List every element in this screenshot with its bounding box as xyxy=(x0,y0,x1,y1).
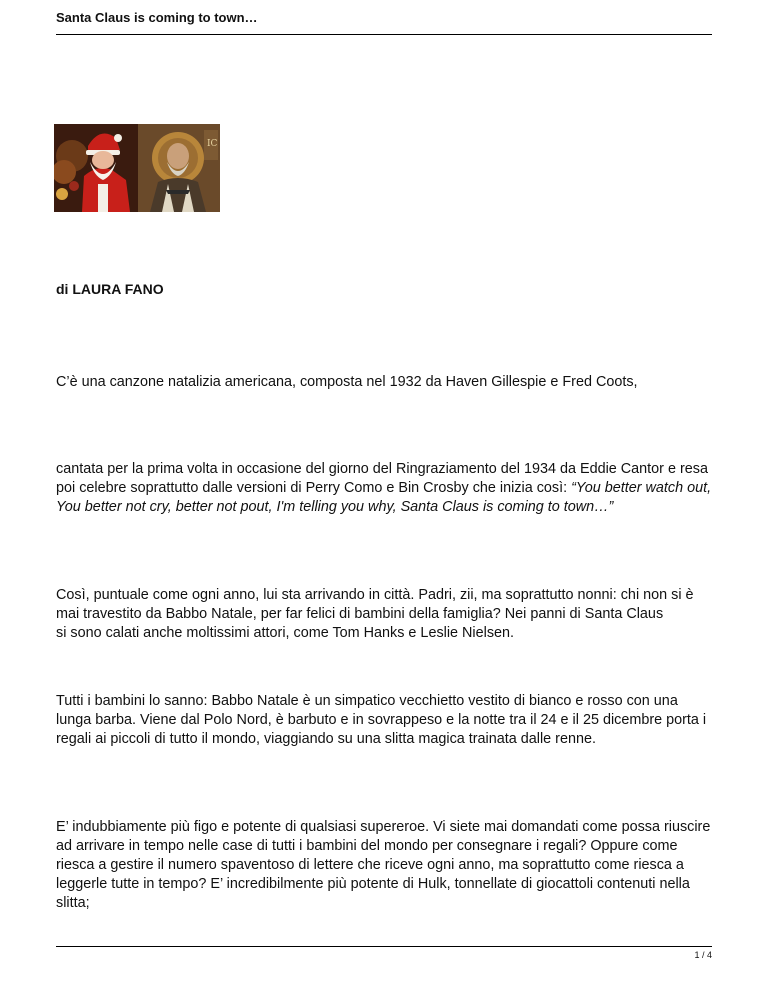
svg-text:IC: IC xyxy=(207,139,218,149)
paragraph-2-text: cantata per la prima volta in occasione del giorno del Ringraziamento del 1934 da Eddie Cantor e resa poi celebre soprattutto dalle versioni di Perry Como e Bin Crosby che inizia così: xyxy=(56,461,708,496)
santa-and-saint-nicholas-image xyxy=(54,124,220,212)
page-header-title: Santa Claus is coming to town… xyxy=(56,10,258,25)
paragraph-4: Tutti i bambini lo sanno: Babbo Natale è un simpatico vecchietto vestito di bianco e rosso con una lunga barba. Viene dal Polo Nord, è barbuto e in sovrappeso e la notte tra il 24 e il 25 dicembre porta i regali ai piccoli di tutto il mondo, viaggiando su una slitta magica trainata dalle renne. xyxy=(56,693,707,747)
paragraph-5: E’ indubbiamente più figo e potente di qualsiasi supereroe. Vi siete mai domandati come possa riuscire ad arrivare in tempo nelle case di tutti i bambini del mondo per consegnare i regali? Oppure come riesca a gestire il numero spaventoso di lettere che riceve ogni anno, ma soprattutto come riesca a leggerle tutte in tempo? E’ incredibilmente più potente di Hulk, tonnellate di giocattoli contenuti nella slitta; xyxy=(56,819,711,911)
paragraph-3-line-2: si sono calati anche moltissimi attori, come Tom Hanks e Leslie Nielsen. xyxy=(56,625,515,641)
paragraph-1: C’è una canzone natalizia americana, composta nel 1932 da Haven Gillespie e Fred Coots, xyxy=(56,374,638,390)
paragraph-3-line-1: Così, puntuale come ogni anno, lui sta arrivando in città. Padri, zii, ma soprattutto nonni: chi non si è mai travestito da Babbo Natale, per far felici di bambini della famiglia? Nei panni di Santa Claus xyxy=(56,587,694,622)
song-quote: “You better watch out, You better not cry, better not pout, I'm telling you why, Santa Claus is coming to town…” xyxy=(56,480,712,515)
paragraph-3 xyxy=(56,586,712,643)
author-byline: di LAURA FANO xyxy=(56,281,164,297)
page-number: 1 / 4 xyxy=(694,950,712,960)
header-divider xyxy=(56,34,712,35)
footer-divider xyxy=(56,946,712,947)
paragraph-2 xyxy=(56,460,712,517)
